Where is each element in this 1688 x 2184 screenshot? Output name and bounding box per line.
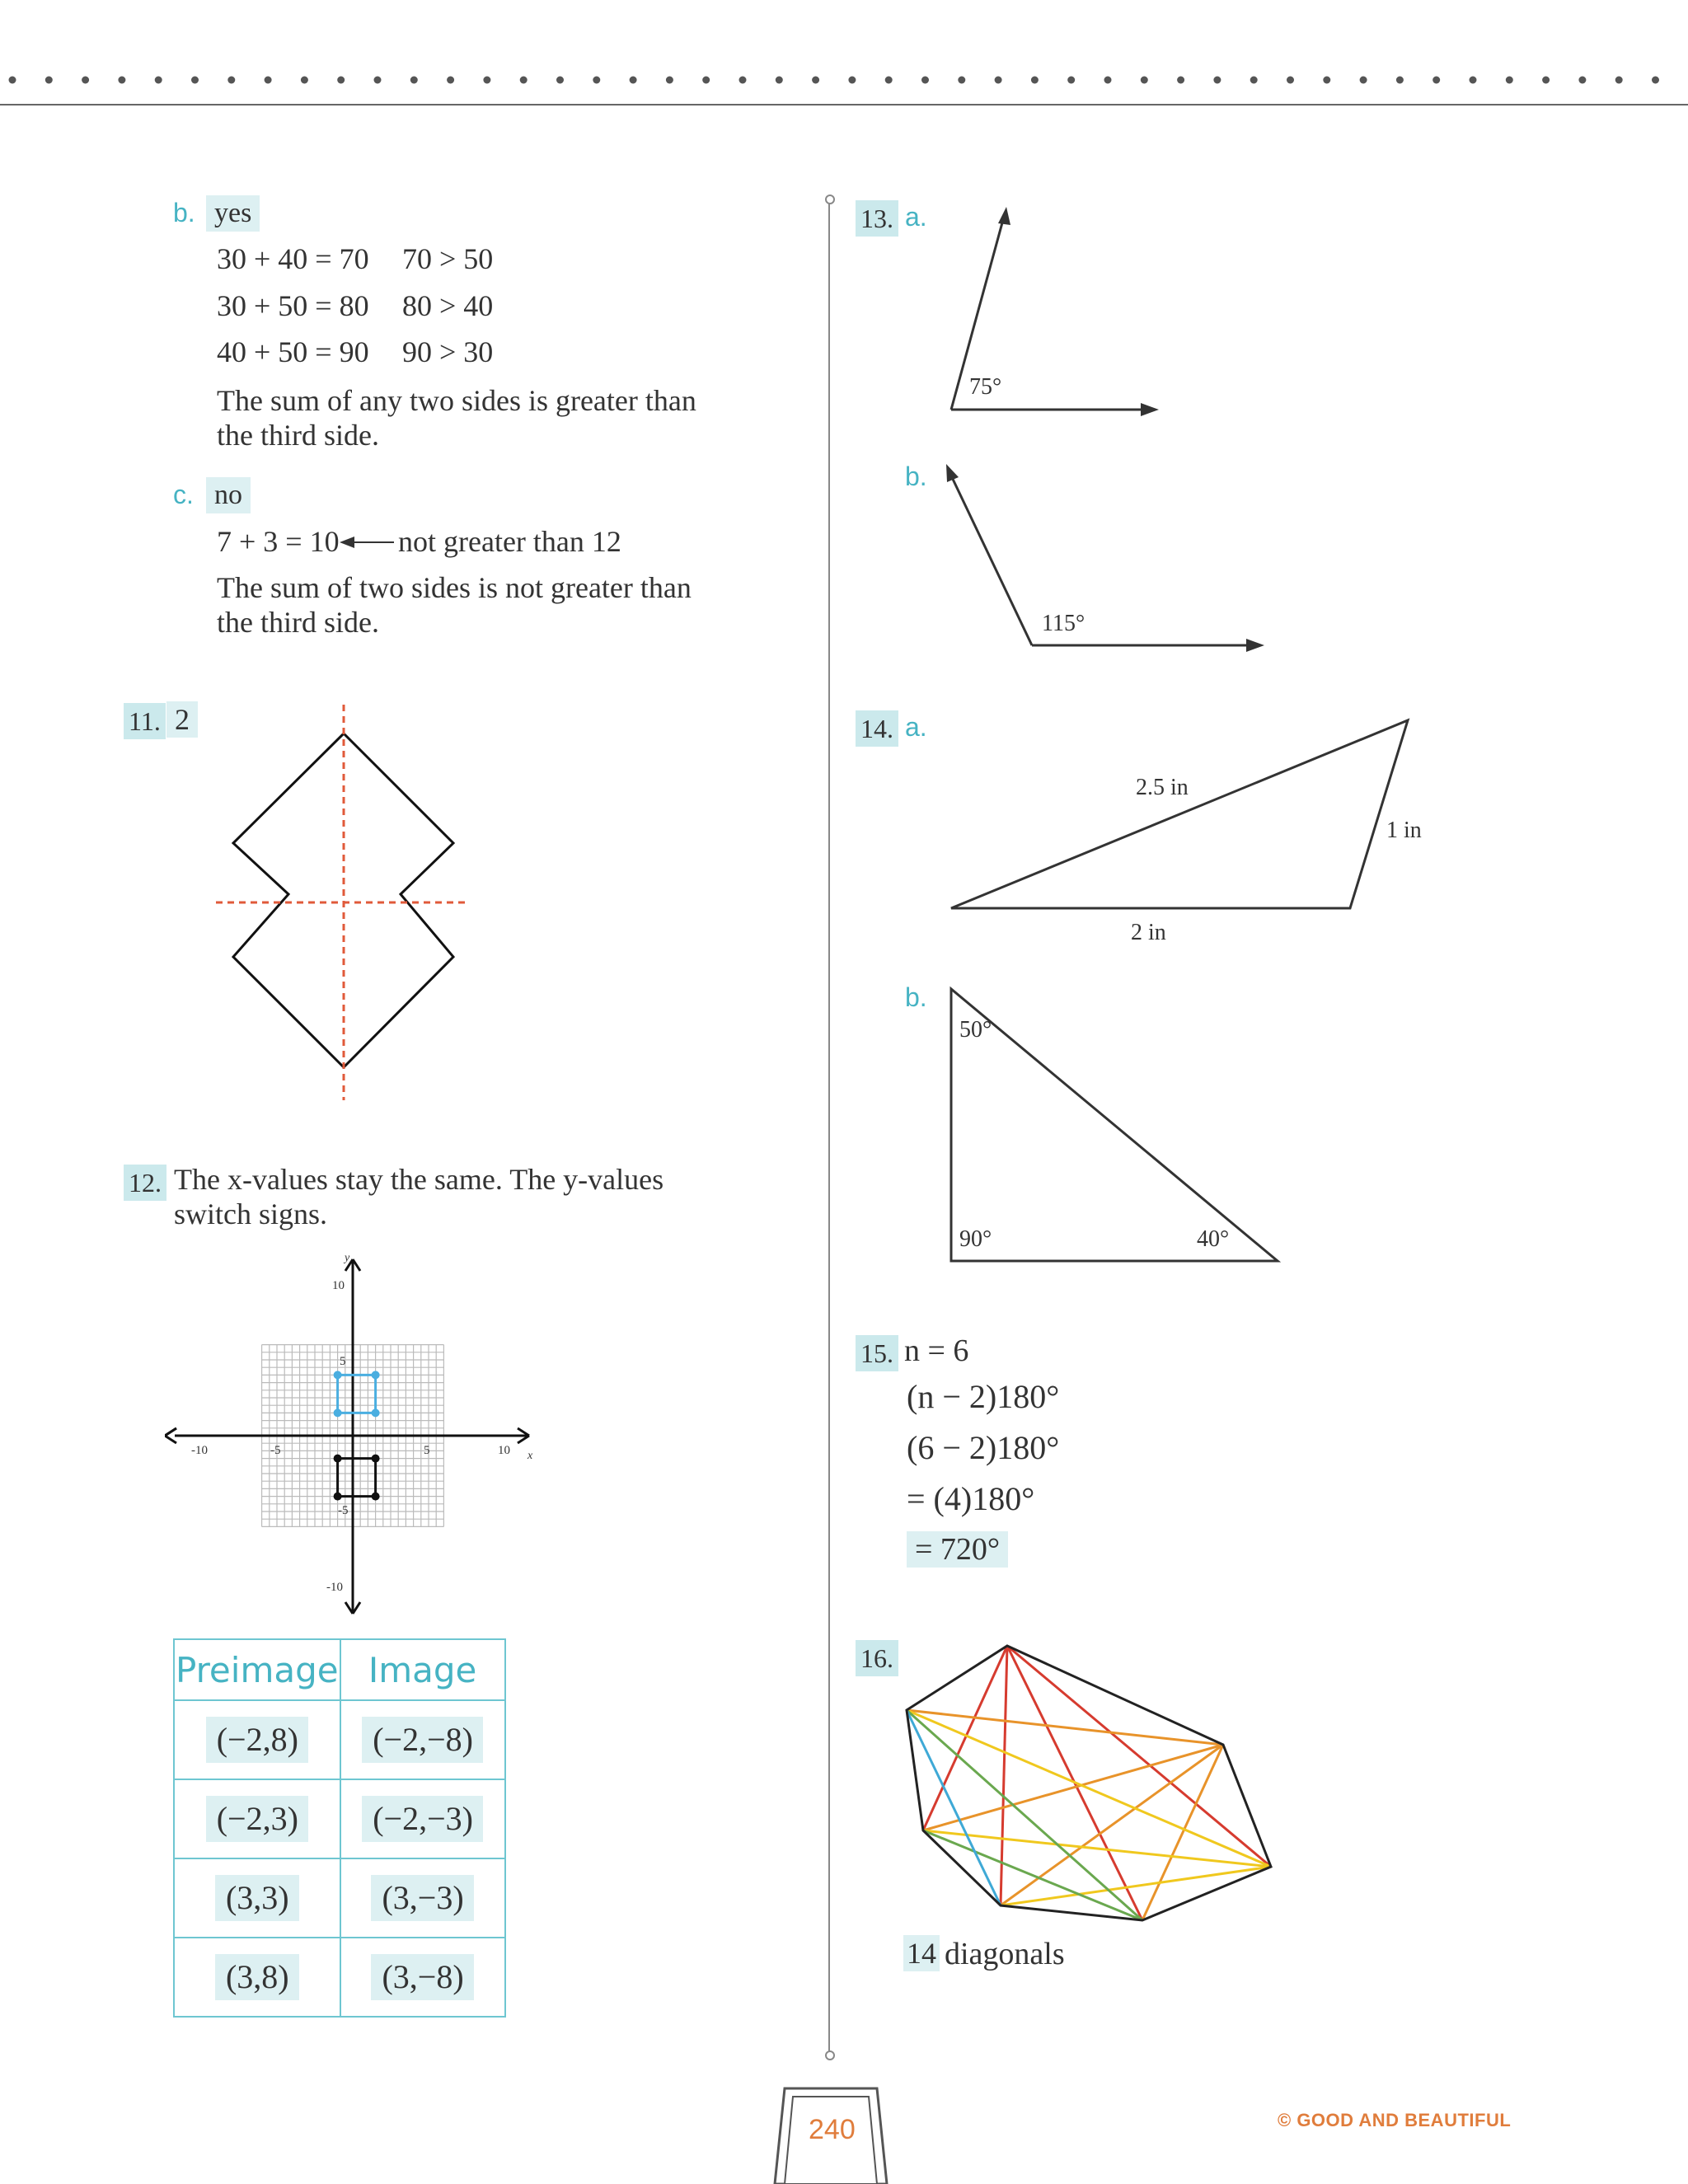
p14-a-side-right: 1 in	[1386, 818, 1422, 843]
p10-b-line-3-sum: 40 + 50 = 90	[217, 335, 369, 368]
border-dot	[374, 77, 382, 84]
p14-b-letter: b.	[905, 982, 927, 1012]
p14-b-triangle	[940, 981, 1286, 1269]
x-axis-label: x	[528, 1450, 533, 1462]
border-dot	[1360, 77, 1367, 84]
border-dot	[739, 77, 747, 84]
p16-answer-number: 14	[903, 1935, 940, 1971]
p13-a-letter: a.	[905, 202, 927, 232]
p10-c-note-2: the third side.	[217, 606, 379, 639]
border-dot	[958, 77, 965, 84]
border-dot	[227, 77, 235, 84]
p12-text-2: switch signs.	[174, 1197, 328, 1230]
border-dot	[1542, 77, 1550, 84]
border-dot	[1652, 77, 1659, 84]
border-dot	[45, 77, 53, 84]
p11-symmetry-figure	[206, 705, 486, 1100]
footer-brand: © GOOD AND BEAUTIFUL	[1278, 2110, 1512, 2130]
table-header-row	[174, 1639, 505, 1700]
border-dot	[1213, 77, 1221, 84]
border-dot	[556, 77, 564, 84]
p14-a-side-bottom: 2 in	[1131, 920, 1166, 945]
image-cell: (3,−3)	[371, 1875, 473, 1921]
p10-c-answer: no	[206, 477, 251, 513]
p15-line-2: (n − 2)180°	[907, 1378, 1060, 1415]
border-dot	[1250, 77, 1258, 84]
p15-line-5: = 720°	[907, 1531, 1008, 1568]
border-dot	[1323, 77, 1330, 84]
diagonal-line	[1001, 1867, 1271, 1905]
image-rectangle-vertex	[334, 1493, 342, 1501]
table-row	[174, 1938, 505, 2017]
p10-c-letter: c.	[173, 480, 194, 509]
diagonal-line	[1001, 1646, 1007, 1905]
p15-line-4: = (4)180°	[907, 1480, 1035, 1517]
p11-number: 11.	[124, 703, 166, 739]
border-dot	[1104, 77, 1112, 84]
border-dot	[885, 77, 893, 84]
p16-number: 16.	[856, 1640, 898, 1676]
border-dot	[118, 77, 125, 84]
border-dot	[410, 77, 418, 84]
border-dot	[1615, 77, 1623, 84]
p10-b-line-3-cmp: 90 > 30	[402, 335, 494, 368]
x-tick-neg5: -5	[270, 1444, 281, 1457]
border-dot	[630, 77, 637, 84]
border-dot	[921, 77, 929, 84]
p14-a-triangle	[940, 709, 1451, 948]
border-dot	[1177, 77, 1184, 84]
border-dot	[1432, 77, 1440, 84]
border-dot	[1141, 77, 1148, 84]
border-dot	[447, 77, 454, 84]
border-dot	[848, 77, 856, 84]
p10-b-note-2: the third side.	[217, 419, 379, 452]
y-axis-label: y	[345, 1253, 350, 1264]
table-row	[174, 1858, 505, 1938]
preimage-rectangle-vertex	[372, 1371, 380, 1379]
border-dot	[301, 77, 308, 84]
border-dot	[337, 77, 345, 84]
p14-b-angle-top: 50°	[959, 1017, 992, 1043]
image-rectangle-vertex	[334, 1455, 342, 1463]
p13-b-angle-label: 115°	[1042, 611, 1085, 636]
table-row	[174, 1700, 505, 1779]
y-tick-pos10: 10	[332, 1279, 345, 1292]
p13-b-angle	[940, 457, 1269, 663]
border-dot	[483, 77, 490, 84]
p10-c-note-1: The sum of two sides is not greater than	[217, 571, 692, 604]
x-tick-neg10: -10	[191, 1444, 208, 1457]
border-dot	[520, 77, 528, 84]
header-preimage: Preimage	[174, 1639, 340, 1700]
p10-b-note-1: The sum of any two sides is greater than	[217, 384, 696, 417]
p14-a-letter: a.	[905, 712, 927, 742]
p16-heptagon-diagonals	[898, 1636, 1286, 1933]
image-rectangle-vertex	[372, 1455, 380, 1463]
coordinate-grid	[165, 1253, 552, 1619]
border-dot	[702, 77, 710, 84]
border-dot	[1396, 77, 1404, 84]
preimage-image-table	[173, 1638, 506, 2018]
border-dot	[1578, 77, 1586, 84]
p14-a-side-long: 2.5 in	[1136, 775, 1189, 800]
p13-b-letter: b.	[905, 462, 927, 491]
preimage-cell: (−2,3)	[206, 1796, 308, 1842]
border-dot	[666, 77, 673, 84]
border-dot	[593, 77, 600, 84]
diagonal-line	[1142, 1745, 1223, 1920]
image-rectangle-vertex	[372, 1493, 380, 1501]
diagonal-line	[923, 1830, 1142, 1920]
y-tick-neg10: -10	[326, 1581, 343, 1594]
page-number: 240	[809, 2114, 856, 2145]
border-dot	[812, 77, 819, 84]
preimage-cell: (−2,8)	[206, 1717, 308, 1763]
p14-number: 14.	[856, 710, 898, 747]
preimage-rectangle-vertex	[334, 1408, 342, 1417]
border-dot	[1470, 77, 1477, 84]
image-cell: (3,−8)	[371, 1954, 473, 2000]
header-image: Image	[340, 1639, 505, 1700]
image-rectangle	[338, 1459, 376, 1497]
preimage-cell: (3,3)	[215, 1875, 299, 1921]
border-dot	[9, 77, 16, 84]
p13-a-angle-label: 75°	[969, 374, 1002, 400]
top-dot-border	[0, 0, 1688, 115]
left-arrow-icon	[340, 534, 396, 551]
p11-answer: 2	[166, 701, 198, 738]
y-tick-neg5: -5	[338, 1504, 349, 1517]
p10-c-line-note: not greater than 12	[398, 525, 621, 558]
p14-b-angle-bl: 90°	[959, 1226, 992, 1252]
image-cell: (−2,−8)	[362, 1717, 483, 1763]
divider-bottom-cap	[825, 2050, 835, 2060]
column-divider	[828, 199, 830, 2054]
p16-answer-text: diagonals	[945, 1937, 1065, 1971]
p12-number: 12.	[124, 1165, 166, 1201]
p15-line-3: (6 − 2)180°	[907, 1429, 1060, 1466]
y-tick-pos5: 5	[340, 1355, 346, 1368]
p12-text-1: The x-values stay the same. The y-values	[174, 1163, 664, 1196]
table-row	[174, 1779, 505, 1858]
border-dot	[1067, 77, 1075, 84]
p10-b-line-1-cmp: 70 > 50	[402, 242, 494, 275]
p15-line-1: n = 6	[904, 1333, 969, 1368]
divider-top-cap	[825, 194, 835, 204]
p14-b-angle-br: 40°	[1197, 1226, 1230, 1252]
p10-b-line-1-sum: 30 + 40 = 70	[217, 242, 369, 275]
p10-b-answer: yes	[206, 195, 260, 232]
p15-number: 15.	[856, 1335, 898, 1371]
image-cell: (−2,−3)	[362, 1796, 483, 1842]
border-dot	[1506, 77, 1513, 84]
p10-b-line-2-sum: 30 + 50 = 80	[217, 289, 369, 322]
border-dot	[1031, 77, 1039, 84]
p13-a-angle	[940, 202, 1170, 433]
preimage-cell: (3,8)	[215, 1954, 299, 2000]
p10-c-line-sum: 7 + 3 = 10	[217, 525, 340, 558]
p13-number: 13.	[856, 200, 898, 237]
preimage-rectangle-vertex	[334, 1371, 342, 1379]
diagonal-line	[907, 1710, 1223, 1745]
preimage-rectangle	[338, 1375, 376, 1413]
x-tick-pos10: 10	[498, 1444, 510, 1457]
border-dot	[82, 77, 89, 84]
border-dot	[155, 77, 162, 84]
p10-b-letter: b.	[173, 198, 195, 227]
border-dot	[776, 77, 783, 84]
x-tick-pos5: 5	[424, 1444, 430, 1457]
p10-b-line-2-cmp: 80 > 40	[402, 289, 494, 322]
border-dot	[191, 77, 199, 84]
border-dot	[995, 77, 1002, 84]
preimage-rectangle-vertex	[372, 1408, 380, 1417]
border-dot	[1287, 77, 1294, 84]
border-dot	[265, 77, 272, 84]
